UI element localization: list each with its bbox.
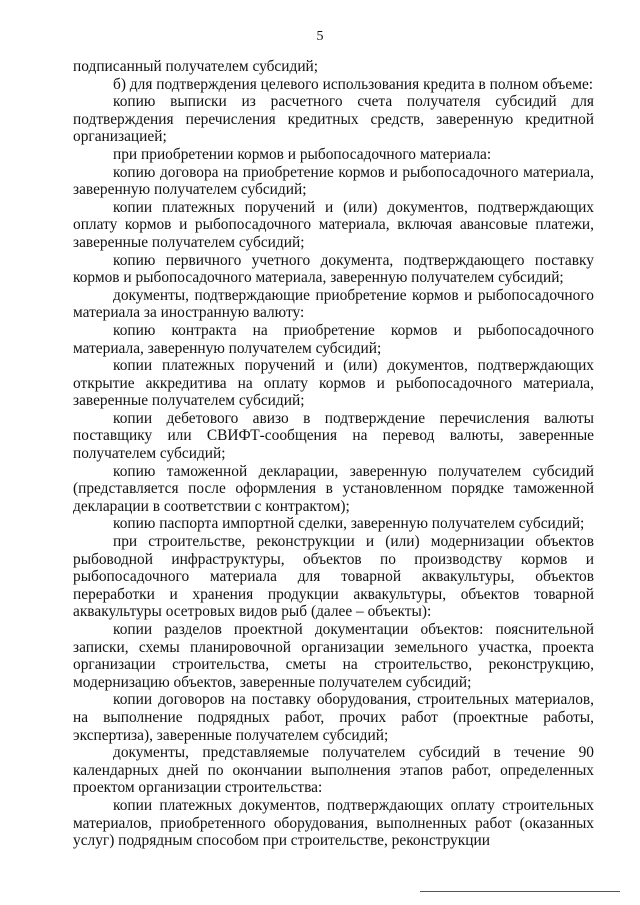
paragraph: документы, подтверждающие приобретение кормов и рыбопосадочного материала за иностранную валюту: [73, 286, 594, 322]
paragraph: подписанный получателем субсидий; [73, 58, 319, 75]
paragraph: копию таможенной декларации, заверенную получателем субсидий (представляется после оформления в установленном порядке таможенной декларации в соответствии с контрактом); [73, 462, 594, 515]
paragraph: копию паспорта импортной сделки, заверенную получателем субсидий; [113, 515, 585, 533]
paragraph: копии платежных поручений и (или) документов, подтверждающих оплату кормов и рыбопосадочного материала, включая авансовые платежи, заверенные получателем субсидий; [73, 198, 594, 251]
paragraph: копии разделов проектной документации объектов: пояснительной записки, схемы планировочной организации земельного участка, проекта организации строительства, сметы на строительство, реконструкцию, модернизацию объектов, заверенные получателем субсидий; [73, 621, 594, 691]
paragraph: при приобретении кормов и рыбопосадочного материала: [113, 145, 492, 163]
paragraph: копии договоров на поставку оборудования, строительных материалов, на выполнение подрядных работ, прочих работ (проектные работы, экспертиза), заверенные получателем субсидий; [73, 691, 594, 744]
paragraph: копию договора на приобретение кормов и рыбопосадочного материала, заверенную получателем субсидий; [73, 163, 594, 199]
paragraph: документы, представляемые получателем субсидий в течение 90 календарных дней по окончании выполнения этапов работ, определенных проектом организации строительства: [73, 744, 594, 797]
paragraph: копии платежных документов, подтверждающих оплату строительных материалов, приобретенного оборудования, выполненных работ (оказанных услуг) подрядным способом при строительстве, реконструкции [73, 796, 594, 850]
paragraph: копию первичного учетного документа, подтверждающего поставку кормов и рыбопосадочного материала, заверенную получателем субсидий; [73, 251, 594, 287]
page-number: 5 [316, 29, 324, 44]
paragraph: копию выписки из расчетного счета получателя субсидий для подтверждения перечисления кредитных средств, заверенную кредитной организацией; [73, 93, 594, 146]
document-body [73, 58, 594, 850]
paragraph: при строительстве, реконструкции и (или) модернизации объектов рыбоводной инфраструктуры, объектов по производству кормов и рыбопосадочного материала для товарной аквакультуры, объектов переработки и хранения продукции аквакультуры, объектов товарной аквакультуры осетровых видов рыб (далее – объекты): [73, 533, 594, 621]
paragraph: копии дебетового авизо в подтверждение перечисления валюты поставщику или СВИФТ-сообщения на перевод валюты, заверенные получателем субсидий; [73, 409, 594, 463]
footer-rule [420, 891, 620, 892]
paragraph: копию контракта на приобретение кормов и рыбопосадочного материала, заверенную получателем субсидий; [73, 321, 594, 357]
paragraph: б) для подтверждения целевого использования кредита в полном объеме: [113, 75, 594, 93]
paragraph: копии платежных поручений и (или) документов, подтверждающих открытие аккредитива на оплату кормов и рыбопосадочного материала, заверенные получателем субсидий; [73, 357, 594, 410]
